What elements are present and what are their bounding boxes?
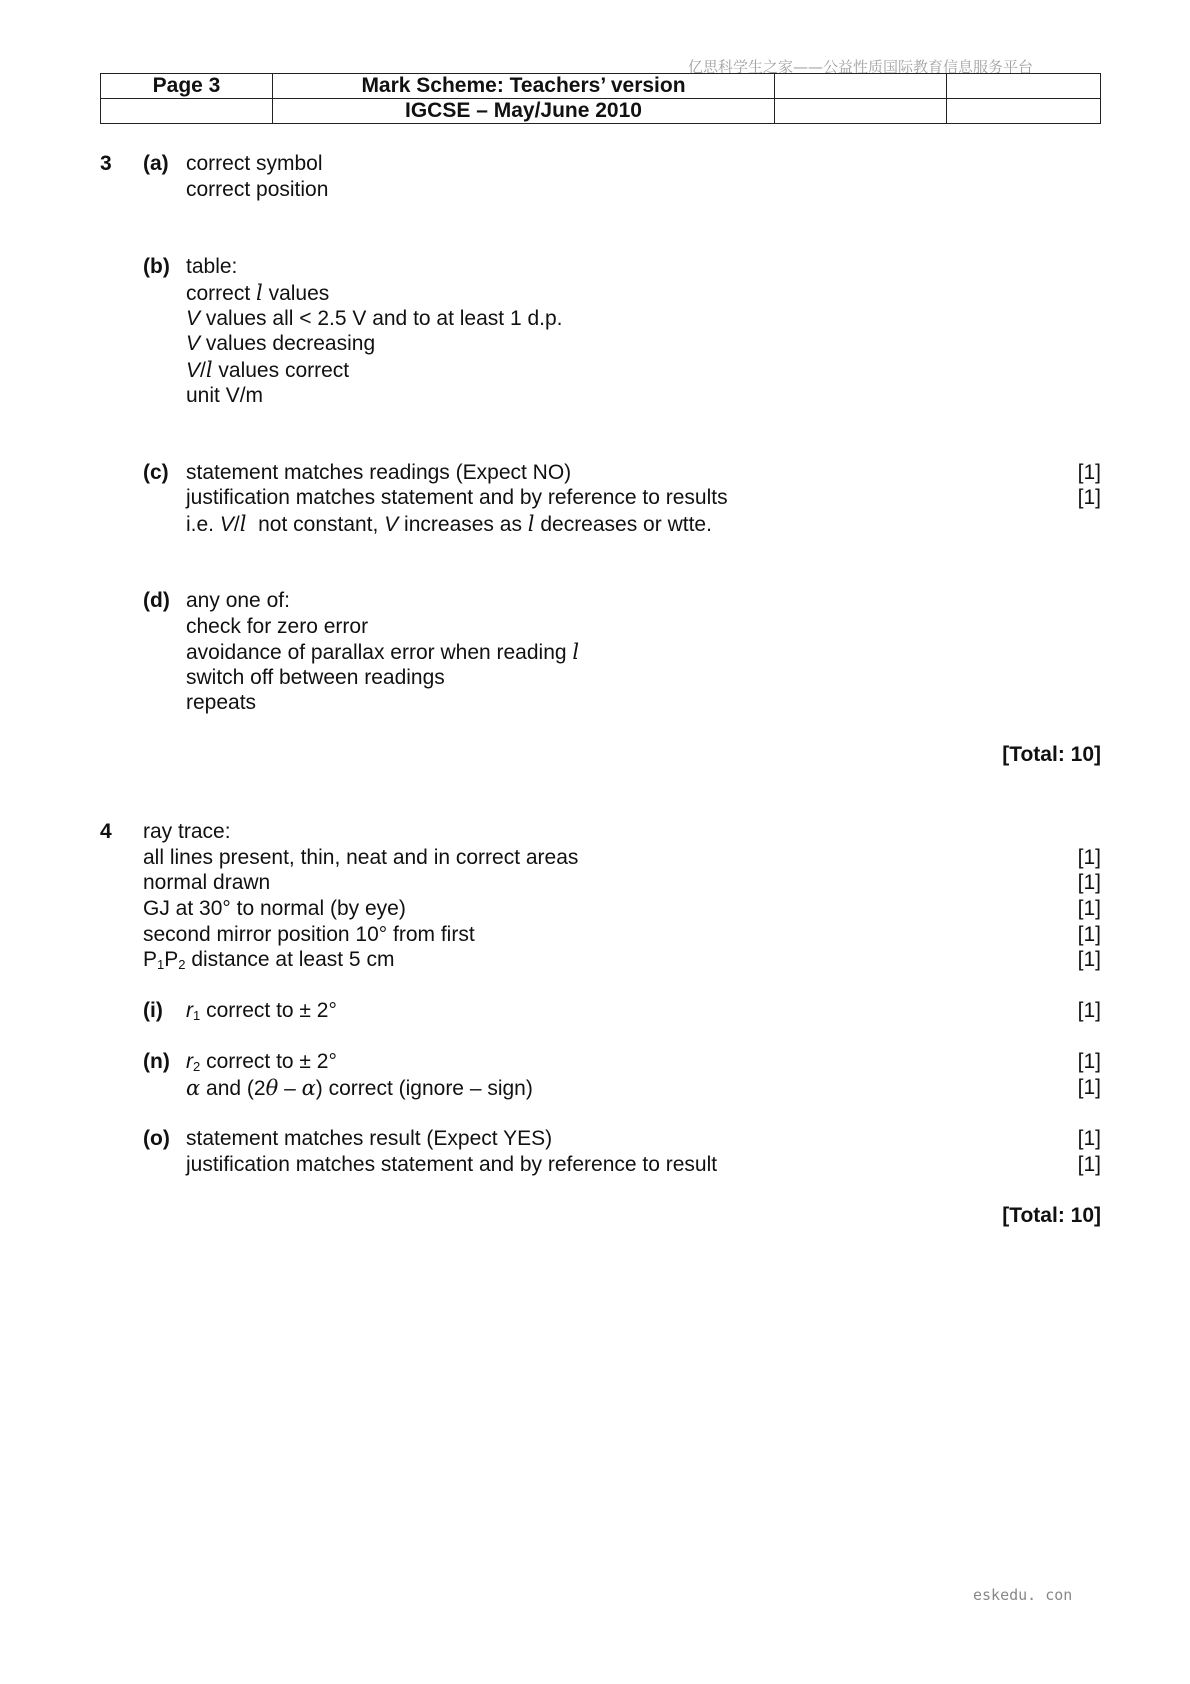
q3a-line: correct position [186, 178, 329, 201]
q3a-line: correct symbol [186, 152, 323, 175]
q3b-line: V values decreasing [186, 332, 376, 355]
header-empty-cell [775, 99, 947, 124]
mark: [1] [1077, 1153, 1101, 1176]
mark: [1] [1077, 1076, 1101, 1099]
mark: [1] [1077, 1127, 1101, 1150]
header-empty-cell [101, 99, 273, 124]
mark: [1] [1077, 871, 1101, 894]
q4o-label: (o) [143, 1127, 170, 1150]
question-3-number: 3 [100, 152, 112, 175]
q3d-line: avoidance of parallax error when reading l [186, 640, 580, 664]
q3b-line: V/l values correct [186, 358, 350, 382]
q3d-label: (d) [143, 589, 170, 612]
mark: [1] [1077, 461, 1101, 484]
q4-line: ray trace: [143, 820, 231, 843]
page-number: Page 3 [101, 74, 273, 99]
mark: [1] [1077, 999, 1101, 1022]
footer-watermark: eskedu. con [973, 1586, 1073, 1604]
mark: [1] [1077, 846, 1101, 869]
q3b-line: unit V/m [186, 384, 264, 407]
header-empty-cell [947, 74, 1101, 99]
q4o-line: justification matches statement and by reference to result [186, 1153, 718, 1176]
q3d-line: switch off between readings [186, 666, 445, 689]
q3a-label: (a) [143, 152, 169, 175]
q4-line: normal drawn [143, 871, 271, 894]
q3b-line: V values all < 2.5 V and to at least 1 d.p. [186, 307, 563, 330]
mark: [1] [1077, 897, 1101, 920]
mark: [1] [1077, 486, 1101, 509]
q3b-line: correct l values [186, 281, 330, 305]
mark: [1] [1077, 948, 1101, 971]
header-table [100, 73, 1101, 124]
mark: [1] [1077, 1050, 1101, 1073]
q3d-line: any one of: [186, 589, 290, 612]
q3b-line: table: [186, 255, 238, 278]
q3c-line: i.e. V/l not constant, V increases as l decreases or wtte. [186, 512, 712, 536]
mark: [1] [1077, 923, 1101, 946]
q3c-line: statement matches readings (Expect NO) [186, 461, 572, 484]
q4-line: GJ at 30° to normal (by eye) [143, 897, 406, 920]
q3c-line: justification matches statement and by reference to results [186, 486, 728, 509]
q3b-label: (b) [143, 255, 170, 278]
header-empty-cell [947, 99, 1101, 124]
header-empty-cell [775, 74, 947, 99]
q3-total: [Total: 10] [1002, 743, 1101, 766]
q4i-label: (i) [143, 999, 163, 1022]
page-subtitle: IGCSE – May/June 2010 [273, 99, 775, 124]
q4o-line: statement matches result (Expect YES) [186, 1127, 553, 1150]
q3d-line: repeats [186, 691, 257, 714]
q3d-line: check for zero error [186, 615, 369, 638]
q3c-label: (c) [143, 461, 169, 484]
q4-line: $P_1P_2$ distance at least 5 cm [143, 948, 395, 972]
watermark: 亿思科学生之家——公益性质国际教育信息服务平台 [688, 58, 1034, 76]
q4-total: [Total: 10] [1002, 1204, 1101, 1227]
question-4-number: 4 [100, 820, 112, 843]
q4i-line: $r_1$ correct to ± 2° [186, 999, 337, 1023]
q4n-line: α and (2θ – α) correct (ignore – sign) [186, 1076, 533, 1100]
q4n-line: $r_2$ correct to ± 2° [186, 1050, 337, 1074]
page-title: Mark Scheme: Teachers’ version [273, 74, 775, 99]
q4-line: all lines present, thin, neat and in correct areas [143, 846, 579, 869]
q4n-label: (n) [143, 1050, 170, 1073]
q4-line: second mirror position 10° from first [143, 923, 475, 946]
